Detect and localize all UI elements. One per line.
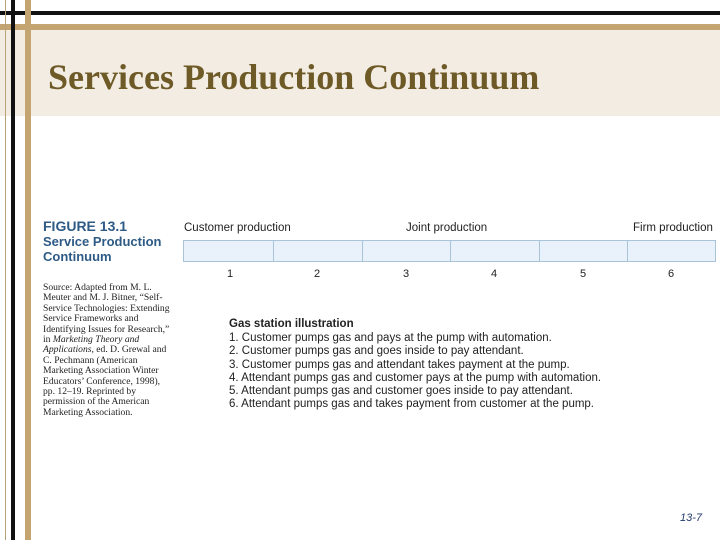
list-item: 6. Attendant pumps gas and takes payment from customer at the pump. xyxy=(229,398,595,411)
figure-caption-line2: Continuum xyxy=(43,249,112,264)
source-note xyxy=(43,283,171,418)
list-item: 4. Attendant pumps gas and customer pays at the pump with automation. xyxy=(229,371,602,384)
figure-label xyxy=(43,219,183,264)
list-item: 3. Customer pumps gas and attendant takes payment at the pump. xyxy=(229,358,570,371)
page-number: 13-7 xyxy=(680,512,703,524)
source-text-2: , ed. D. Grewal and C. Pechmann (American Marketing Association Winter Educators’ Conference, 1998), pp. 12–19. Reprinted by permission of the American Marketing Association. xyxy=(43,344,167,418)
continuum-segment-divider xyxy=(273,241,274,261)
continuum-right-label: Firm production xyxy=(633,222,713,234)
continuum-segment-divider xyxy=(450,241,451,261)
continuum-tick-5: 5 xyxy=(579,268,587,280)
frame-left-gold-bar xyxy=(25,0,31,540)
continuum-tick-4: 4 xyxy=(490,268,498,280)
frame-left-dark-bar xyxy=(11,0,15,540)
source-italic-title: Marketing Theory and Applications xyxy=(43,334,140,356)
figure-caption-line1: Service Production xyxy=(43,234,162,249)
list-item: 1. Customer pumps gas and pays at the pump with automation. xyxy=(229,332,552,344)
continuum-middle-label: Joint production xyxy=(406,222,488,234)
frame-left-thin-line xyxy=(5,0,6,540)
frame-top-dark-bar xyxy=(0,11,720,15)
illustration-list xyxy=(229,332,601,412)
continuum-segment-divider xyxy=(539,241,540,261)
continuum-left-label: Customer production xyxy=(184,222,291,234)
continuum-tick-2: 2 xyxy=(313,268,321,280)
continuum-segment-divider xyxy=(362,241,363,261)
illustration-title: Gas station illustration xyxy=(229,318,354,330)
continuum-tick-3: 3 xyxy=(402,268,410,280)
continuum-tick-1: 1 xyxy=(226,268,234,280)
list-item: 5. Attendant pumps gas and customer goes inside to pay attendant. xyxy=(229,385,573,398)
list-item: 2. Customer pumps gas and goes inside to pay attendant. xyxy=(229,345,524,358)
source-text-1: Source: Adapted from M. L. Meuter and M. J. Bitner, “Self-Service Technologies: Extending Service Frameworks and Identifying Issues for Research,” in xyxy=(43,282,170,346)
continuum-tick-6: 6 xyxy=(667,268,675,280)
continuum-segment-divider xyxy=(627,241,628,261)
figure-number: FIGURE 13.1 xyxy=(43,218,128,234)
slide-title: Services Production Continuum xyxy=(48,57,540,97)
continuum-bar xyxy=(183,240,716,262)
